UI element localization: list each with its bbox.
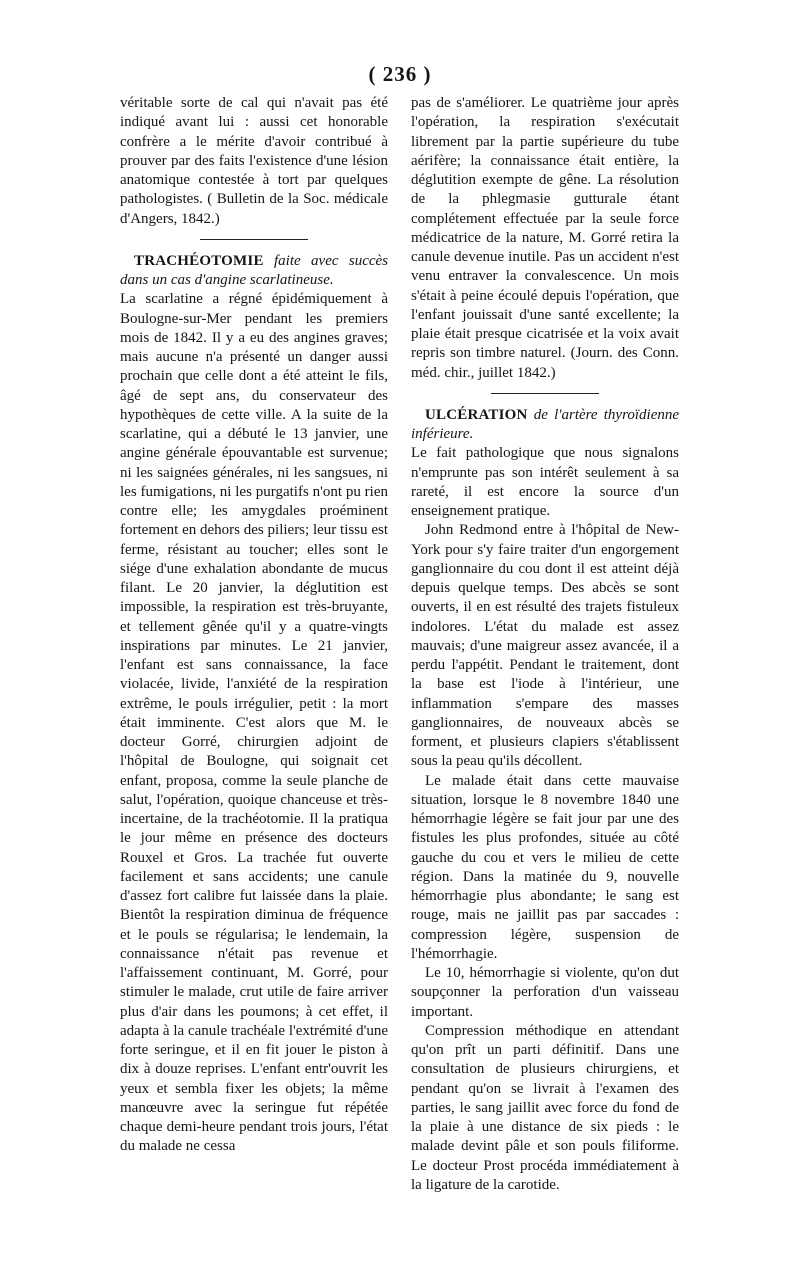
left-column [120, 94, 388, 1157]
ulceration-paragraph-2: John Redmond entre à l'hôpital de New-York pour s'y faire traiter d'un engorgement ganglionnaire du cou dont il est atteint déjà depuis quelque temps. Des abcès se sont ouverts, il en est résulté des trajets fistuleux indolores. L'état du malade est assez mauvais; d'une maigreur assez avancée, il a perdu l'appétit. Pendant le traitement, dont la base est l'iode à l'intérieur, une inflammation s'empare des masses ganglionnaires, de nouveaux abcès se forment, et plusieurs clapiers s'établissent sous la peau qu'ils décollent. [411, 522, 679, 770]
section-divider [200, 239, 308, 240]
section-divider [491, 393, 599, 394]
tracheotomie-article-body: La scarlatine a régné épidémiquement à Boulogne-sur-Mer pendant les premiers mois de 1842. Il y a eu des angines graves; mais aucune n'a présenté un danger aussi prochain que celle dont a été atteint le fils, âgé de sept ans, du conservateur des hypothèques de cette ville. A la suite de la scarlatine, qui a débuté le 13 janvier, une angine générale épouvantable est survenue; ni les saignées générales, ni les sangsues, ni les fumigations, ni les purgatifs n'ont pu rien contre elle; les amygdales proéminent fortement en dehors des piliers; leur tissu est ferme, résistant au toucher; elles sont le siége d'une exhalation abondante de mucus filant. Le 20 janvier, la déglutition est impossible, la respiration est très-bruyante, et tellement gênée qu'il y a quatre-vingts inspirations par minutes. Le 21 janvier, l'enfant est sans connaissance, la face violacée, livide, l'anxiété de la respiration extrême, le pouls irrégulier, petit : la mort était imminente. C'est alors que M. le docteur Gorré, chirurgien adjoint de l'hôpital de Boulogne, qui soignait cet enfant, proposa, comme la seule planche de salut, l'opération, quoique chanceuse et très-incertaine, de la trachéotomie. Il la pratiqua le jour même en présence des docteurs Rouxel et Gros. La trachée fut ouverte facilement et sans accidents; une canule d'assez fort calibre fut laissée dans la plaie. Bientôt la respiration diminua de fréquence et le pouls se régularisa; le lendemain, la connaissance n'était pas revenue et l'affaissement continuant, M. Gorré, pour stimuler le malade, crut utile de faire arriver plus d'air dans les poumons; à cet effet, il adapta à la canule trachéale l'extrémité d'une forte seringue, et il en fit jouer le piston à dix à douze reprises. L'enfant entr'ouvrit les yeux et sembla fixer les objets; la même manœuvre avec la seringue fut répétée chaque demi-heure pendant trois jours, l'état du malade ne cessa [120, 291, 388, 1155]
intro-paragraph: véritable sorte de cal qui n'avait pas été indiqué avant lui : aussi cet honorable confrère a le mérite d'avoir contribué à prouver par des faits l'existence d'une lésion anatomique contestée à tort par quelques pathologistes. ( Bulletin de la Soc. médicale d'Angers, 1842.) [120, 95, 388, 227]
ulceration-article-heading [411, 406, 679, 445]
continued-paragraph: pas de s'améliorer. Le quatrième jour après l'opération, la respiration s'exécutait librement par la partie supérieure du tube aérifère; la connaissance était entière, la déglutition exempte de gêne. La résolution de la phlegmasie gutturale étant complétement effectuée par la seule force médicatrice de la nature, M. Gorré retira la canule devenue inutile. Pas un accident n'est venu entraver la convalescence. Un mois s'était à peine écoulé depuis l'opération, que l'enfant jouissait d'une santé excellente; la plaie était presque cicatrisée et la voix avait repris son timbre naturel. (Journ. des Conn. méd. chir., juillet 1842.) [411, 95, 679, 381]
page-number: ( 236 ) [368, 62, 432, 86]
ulceration-paragraph-4: Le 10, hémorrhagie si violente, qu'on dut soupçonner la perforation d'un vaisseau important. [411, 965, 679, 1020]
article-heading-subtitle: de l'artère thyroïdienne inférieure. [411, 406, 680, 442]
ulceration-paragraph-1: Le fait pathologique que nous signalons n'emprunte pas son intérêt seulement à sa rareté, il est encore la source d'un enseignement pratique. [411, 445, 679, 519]
ulceration-paragraph-5: Compression méthodique en attendant qu'on prît un parti définitif. Dans une consultation de plusieurs chirurgiens, et pendant qu'on se livrait à l'examen des parties, le sang jaillit avec force du fond de la plaie à une distance de six pieds : le malade devint pâle et son pouls filiforme. Le docteur Prost procéda immédiatement à la ligature de la carotide. [411, 1022, 679, 1193]
right-column [411, 94, 679, 1195]
article-heading-keyword: ULCÉRATION [425, 406, 528, 423]
article-heading-subtitle: faite avec succès dans un cas d'angine scarlatineuse. [120, 252, 389, 288]
article-heading-keyword: TRACHÉOTOMIE [134, 252, 264, 269]
tracheotomie-article-heading [120, 252, 388, 291]
ulceration-paragraph-3: Le malade était dans cette mauvaise situation, lorsque le 8 novembre 1840 une hémorrhagie légère se fait jour par une des fistules les plus profondes, située au côté gauche du cou et vers le milieu de cette région. Dans la matinée du 9, nouvelle hémorrhagie plus abondante; le sang est rouge, mais ne jaillit pas par saccades : compression légère, suspension de l'hémorrhagie. [411, 772, 679, 962]
